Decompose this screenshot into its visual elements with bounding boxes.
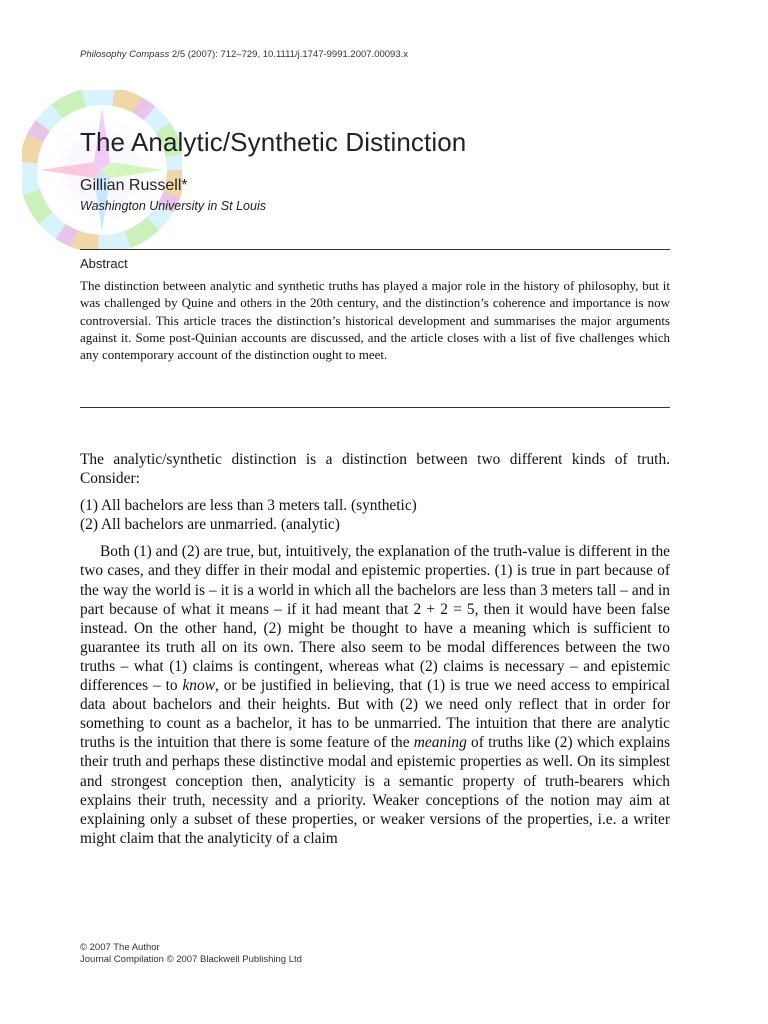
emphasis-know: know bbox=[182, 677, 215, 695]
author-name: Gillian Russell* bbox=[80, 177, 188, 194]
abstract-top-rule bbox=[80, 249, 670, 250]
copyright-author: © 2007 The Author bbox=[80, 942, 160, 953]
author-affiliation: Washington University in St Louis bbox=[80, 199, 266, 213]
emphasis-meaning: meaning bbox=[413, 734, 467, 752]
paragraph-text-part2: , or be justified in believing, that (1) is true we need access to empirical data about bachelors and their heights. But with (2) we need only reflect that in order for something to count as a bachelor, it has to be unmarried. The intuition that there are analytic truths is the intuition that there is some feature of the bbox=[80, 677, 670, 752]
article-body bbox=[80, 450, 670, 848]
compass-rose-icon bbox=[22, 90, 182, 250]
example-2: (2) All bachelors are unmarried. (analytic) bbox=[80, 516, 340, 534]
citation-details: 2/5 (2007): 712–729, 10.1111/j.1747-9991.2007.00093.x bbox=[171, 49, 409, 60]
paragraph-text-part3: of truths like (2) which explains their truth and perhaps these distinctive modal and epistemic properties as well. On its simplest and strongest conception then, analyticity is a semantic property of truth-bearers which explains their truth, necessity and a priority. Weaker conceptions of the notion may aim at explaining only a subset of these properties, or weaker versions of the properties, i.e. a writer might claim that the analyticity of a claim bbox=[80, 734, 670, 847]
journal-citation bbox=[80, 49, 408, 60]
intro-paragraph: The analytic/synthetic distinction is a distinction between two different kinds of truth. Consider: bbox=[80, 451, 670, 488]
abstract-bottom-rule bbox=[80, 407, 670, 408]
copyright-journal: Journal Compilation © 2007 Blackwell Publishing Ltd bbox=[80, 953, 302, 965]
journal-name: Philosophy Compass bbox=[80, 49, 170, 60]
copyright-footer bbox=[80, 942, 302, 965]
abstract-heading: Abstract bbox=[80, 256, 128, 271]
abstract-text: The distinction between analytic and synthetic truths has played a major role in the history of philosophy, but it was challenged by Quine and others in the 20th century, and the distinction’s coherence and importance is now controversial. This article traces the distinction’s historical development and summarises the major arguments against it. Some post-Quinian accounts are discussed, and the article closes with a list of five challenges which any contemporary account of the distinction ought to meet. bbox=[80, 278, 670, 363]
article-title: The Analytic/Synthetic Distinction bbox=[80, 127, 467, 157]
paragraph-text-part1: Both (1) and (2) are true, but, intuitively, the explanation of the truth-value is different in the two cases, and they differ in their modal and epistemic properties. (1) is true in part because of the way the world is – it is a world in which all the bachelors are less than 3 meters tall – and in part because of what it means – if it had meant that 2 + 2 = 5, then it would have been false instead. On the other hand, (2) might be thought to have a meaning which is sufficient to guarantee its truth all on its own. There also seem to be modal differences between the two truths – what (1) claims is contingent, whereas what (2) claims is necessary – and epistemic differences – to bbox=[80, 543, 670, 695]
example-1: (1) All bachelors are less than 3 meters tall. (synthetic) bbox=[80, 497, 417, 515]
main-paragraph bbox=[80, 542, 670, 848]
